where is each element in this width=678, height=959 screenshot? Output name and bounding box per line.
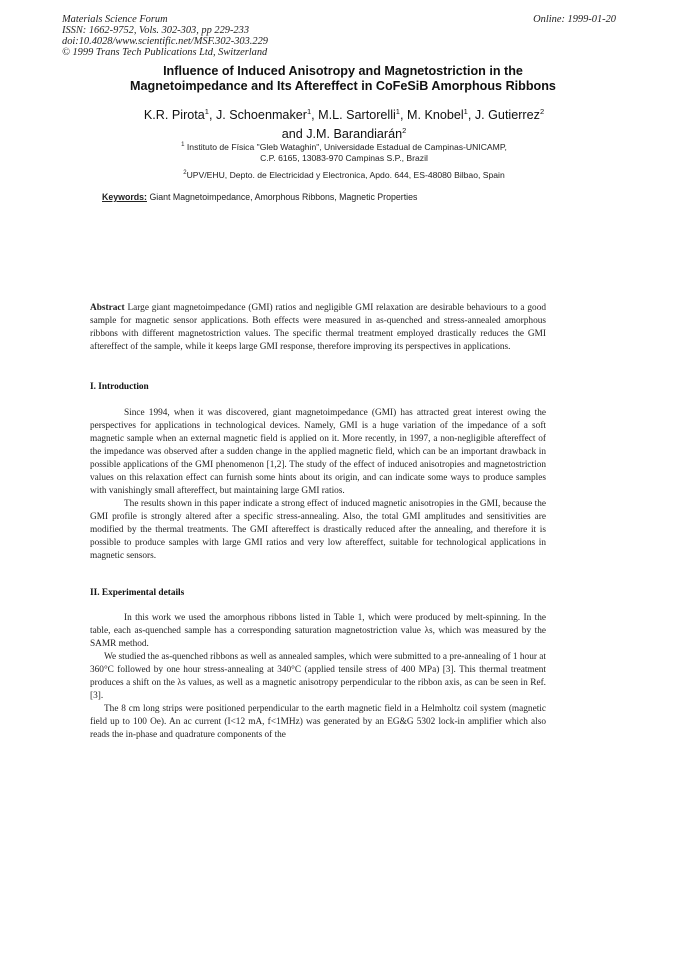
affil-text: UPV/EHU, Depto. de Electricidad y Electronica, Apdo. 644, ES-48080 Bilbao, Spain [186,169,505,180]
paragraph: The results shown in this paper indicate a strong effect of induced magnetic anisotropies in the GMI, because the GMI profile is strongly altered after a specific stress-annealing. Also, the total GMI amplitudes and sensitivities are modified by the thermal treatments. The GMI aftereffect is drastically reduced after the annealing, and therefore it is possible to produce samples with large GMI ratios and very low aftereffect, suitable for technological applications in magnetic sensors. [90,499,546,561]
abstract [90,302,546,354]
author-name: M. Knobel [406,108,464,123]
author-name: J. Gutierrez [474,108,540,123]
author-affil-mark: 1 [306,107,312,116]
author-affil-mark: 1 [204,107,209,116]
keywords-text: Giant Magnetoimpedance, Amorphous Ribbons, Magnetic Properties [149,192,418,202]
introduction-body [90,407,546,563]
author-affil-mark: 1 [463,107,468,116]
keywords-line [102,192,417,202]
issn-line: ISSN: 1662-9752, Vols. 302-303, pp 229-233 [62,25,250,36]
affil-mark: 1 [181,142,185,148]
abstract-text: Large giant magnetoimpedance (GMI) ratios and negligible GMI relaxation are desirable behaviours to a good sample for magnetic sensor applications. Both effects were measured in as-quenched and stress-annealed amorphous ribbons with different magnetostriction values. The specific thermal treatment employed drastically reduces the GMI aftereffect of the sample, while it keeps large GMI response, therefore improving its perspectives in applications. [90,303,546,352]
paragraph: Since 1994, when it was discovered, giant magnetoimpedance (GMI) has attracted great interest owing the perspectives for applications in technological devices. Namely, GMI is a huge variation of the impedance of a soft magnetic sample when an external magnetic field is applied on it. More recently, in 1997, a non-negligible aftereffect of the impedance was observed after a sudden change in the applied magnetic field, which can be an important drawback in possible applications of the GMI phenomenon [1,2]. The study of the effect of induced anisotropies and magnetostriction values on this relaxation effect can furnish some hints about its origin, and can indicate some ways to produce samples with vanishingly small aftereffect, but maintaining large GMI ratios. [90,408,546,496]
affil-text: C.P. 6165, 13083-970 Campinas S.P., Brazil [260,152,428,163]
author-list: K.R. Pirota$^1$, J. Schoenmaker$^1$, M.L. Sartorelli$^1$, M. Knobel$^1$, J. Gutierrez$^2$ and J.M. Barandiarán$^2$ [143,107,545,142]
section-heading-introduction: I. Introduction [90,382,149,392]
title-line-2: Magnetoimpedance and Its Aftereffect in CoFeSiB Amorphous Ribbons [130,79,556,93]
publication-header [62,14,422,58]
author-affil-mark: 2 [539,107,545,116]
author-name: K.R. Pirota [143,108,205,123]
doi-link[interactable]: doi:10.4028/www.scientific.net/MSF.302-303.229 [62,36,268,47]
keywords-label: Keywords: [102,192,147,202]
paragraph: In this work we used the amorphous ribbons listed in Table 1, which were produced by melt-spinning. In the table, each as-quenched sample has a corresponding saturation magnetostriction value λs, which was measured by the SAMR method. [90,613,546,649]
author-name: J. Schoenmaker [215,108,307,123]
affiliation-1 [90,140,598,164]
affil-mark: 2 [183,170,187,176]
affiliation-2 [90,168,598,181]
paragraph: The 8 cm long strips were positioned perpendicular to the earth magnetic field in a Helmholtz coil system (magnetic field up to 100 Oe). An ac current (I<12 mA, f<1MHz) was generated by an EG&G 5302 lock-in amplifier which also reads the in-phase and quadrature components of the [90,704,546,740]
experimental-body [90,612,546,742]
author-affil-mark: 1 [395,107,400,116]
journal-name: Materials Science Forum [62,14,168,25]
author-name: J.M. Barandiarán [306,127,403,142]
online-date: Online: 1999-01-20 [533,14,616,25]
paragraph: We studied the as-quenched ribbons as well as annealed samples, which were submitted to a pre-annealing of 1 hour at 360°C followed by one hour stress-annealing at 340°C (applied tensile stress of 400 MPa) [3]. This thermal treatment produces a shift on the λs values, as well as a magnetic anisotropy perpendicular to the ribbon axis, as can be seen in Ref. [3]. [90,652,546,701]
affil-text: Instituto de Física "Gleb Wataghin", Universidade Estadual de Campinas-UNICAMP, [186,141,507,152]
section-heading-experimental: II. Experimental details [90,588,185,598]
author-name: M.L. Sartorelli [318,108,396,123]
abstract-label: Abstract [90,303,125,313]
title-line-1: Influence of Induced Anisotropy and Magnetostriction in the [163,64,523,78]
author-affil-mark: 2 [402,126,407,136]
paper-title [70,64,616,94]
copyright-line: © 1999 Trans Tech Publications Ltd, Switzerland [62,47,268,58]
